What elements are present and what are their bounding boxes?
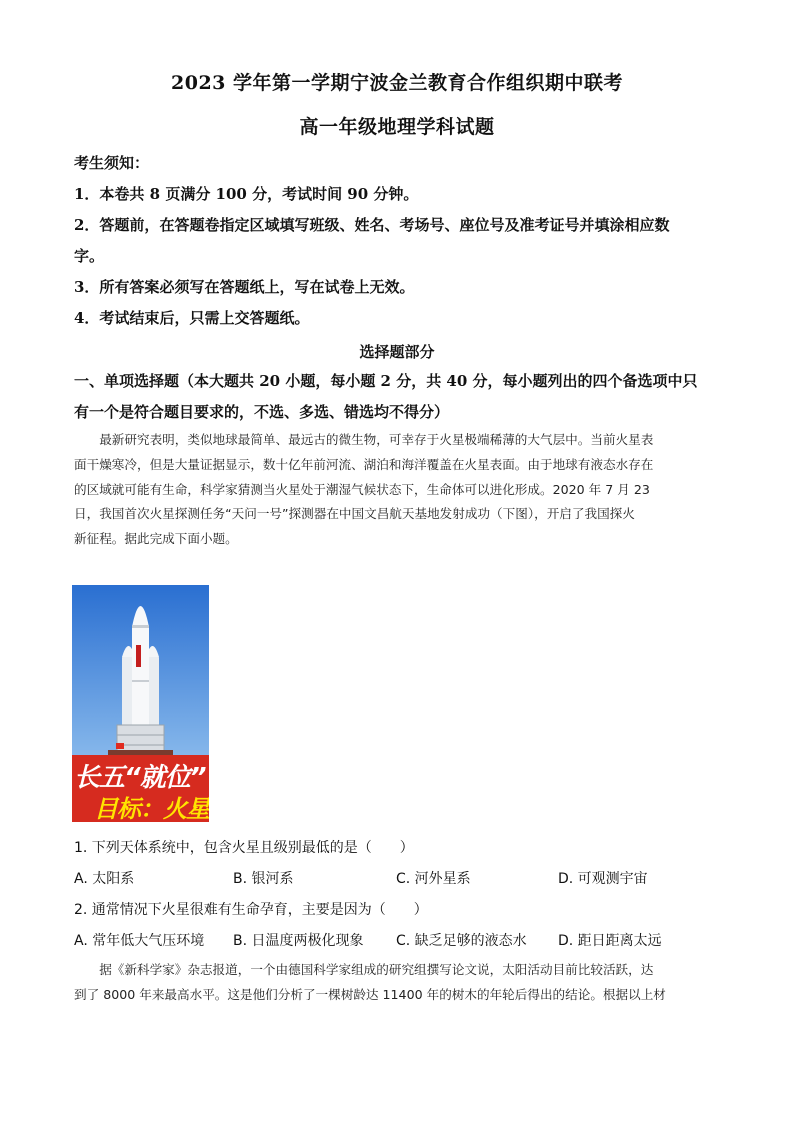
passage-line: 据《新科学家》杂志报道，一个由德国科学家组成的研究组撰写论文说，太阳活动目前比较活跃，达 bbox=[74, 962, 654, 977]
passage-solar bbox=[74, 958, 719, 1008]
question-2-option-d: D. 距日距离太远 bbox=[558, 933, 662, 949]
notice-item-2-cont: 字。 bbox=[74, 247, 105, 265]
passage-mars bbox=[74, 428, 719, 552]
passage-line: 最新研究表明，类似地球最简单、最远古的微生物，可幸存于火星极端稀薄的大气层中。当前火星表 bbox=[74, 432, 654, 447]
part-title: 选择题部分 bbox=[359, 343, 435, 361]
rocket-photo bbox=[72, 585, 209, 822]
question-2-stem: 2. 通常情况下火星很难有生命孕育，主要是因为（ ） bbox=[74, 902, 428, 918]
notice-item-3: 3．所有答案必须写在答题纸上，写在试卷上无效。 bbox=[74, 278, 415, 296]
banner-caption-line2: 目标：火星 bbox=[94, 795, 209, 822]
question-2-option-a: A. 常年低大气压环境 bbox=[74, 933, 205, 949]
passage-line: 面干燥寒冷，但是大量证据显示，数十亿年前河流、湖泊和海洋覆盖在火星表面。由于地球有液态水存在 bbox=[74, 456, 654, 472]
passage-line: 到了 8000 年来最高水平。这是他们分析了一棵树龄达 11400 年的树木的年轮后得出的结论。根据以上材 bbox=[74, 986, 666, 1002]
question-2-option-c: C. 缺乏足够的液态水 bbox=[396, 933, 527, 949]
notice-item-1: 1．本卷共 8 页满分 100 分，考试时间 90 分钟。 bbox=[74, 185, 419, 203]
banner-caption-line1: 长五“就位” bbox=[74, 763, 206, 793]
exam-title: 2023 学年第一学期宁波金兰教育合作组织期中联考 bbox=[171, 72, 623, 94]
exam-subtitle: 高一年级地理学科试题 bbox=[299, 116, 495, 138]
passage-line: 的区域就可能有生命，科学家猜测当火星处于潮湿气候状态下，生命体可以进化形成。2020 年 7 月 23 bbox=[74, 481, 650, 497]
section-heading-line2: 有一个是符合题目要求的，不选、多选、错选均不得分） bbox=[74, 403, 450, 421]
notice-item-4: 4．考试结束后，只需上交答题纸。 bbox=[74, 309, 310, 327]
passage-line: 日，我国首次火星探测任务“天问一号”探测器在中国文昌航天基地发射成功（下图），开启了我国探火 bbox=[74, 506, 635, 522]
passage-line: 新征程。据此完成下面小题。 bbox=[74, 531, 238, 547]
question-1-option-b: B. 银河系 bbox=[233, 871, 294, 887]
question-1-option-c: C. 河外星系 bbox=[396, 871, 471, 887]
question-1-option-a: A. 太阳系 bbox=[74, 871, 135, 887]
section-heading-line1: 一、单项选择题（本大题共 20 小题，每小题 2 分，共 40 分，每小题列出的四个备选项中只 bbox=[74, 372, 698, 390]
notice-item-2: 2．答题前，在答题卷指定区域填写班级、姓名、考场号、座位号及准考证号并填涂相应数 bbox=[74, 216, 670, 234]
question-1-option-d: D. 可观测宇宙 bbox=[558, 871, 648, 887]
question-1-stem: 1. 下列天体系统中，包含火星且级别最低的是（ ） bbox=[74, 840, 414, 856]
question-2-option-b: B. 日温度两极化现象 bbox=[233, 933, 364, 949]
notice-heading: 考生须知： bbox=[74, 154, 150, 172]
